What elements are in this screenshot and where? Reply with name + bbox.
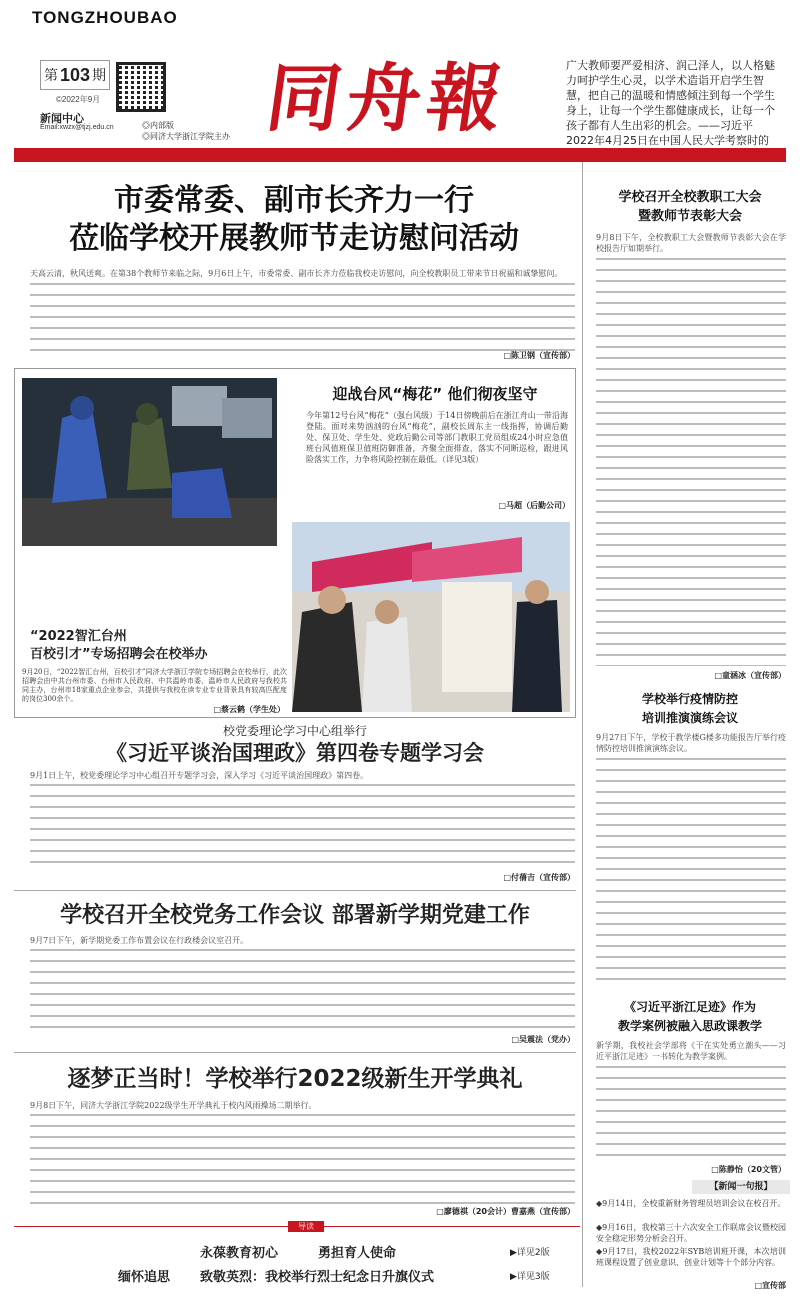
study-byline: □付蒨吉（宣传部）	[503, 873, 575, 882]
column-divider	[582, 162, 583, 1287]
staff-meeting-byline: □童涵冰（宣传部）	[714, 671, 786, 680]
recruit-headline	[30, 628, 208, 664]
footprint-byline: □陈静怡（20文管）	[711, 1165, 786, 1174]
recruit-byline: □蔡云鹤（学生处）	[213, 705, 285, 714]
brief-news-header: 【新闻一句报】	[692, 1180, 790, 1194]
typhoon-byline: □马超（后勤公司）	[498, 501, 570, 510]
issue-suffix: 期	[92, 67, 107, 83]
typhoon-headline: 迎战台风“梅花” 他们彻夜坚守	[332, 385, 538, 403]
edition-label: ◎内部版	[142, 121, 174, 130]
ceremony-body-text	[30, 1114, 575, 1206]
issue-number: 103	[59, 64, 91, 85]
recruit-text: 9月20日，“2022智汇台州，百校引才”同济大学浙江学院专场招聘会在校举行，此次招聘会由中共台州市委、台州市人民政府、中共温岭市委、温岭市人民政府与我校共同主办，台州市18家重点企业参会，共提供与我校在读专业专业背景具有较高匹配度的岗位300余个。	[22, 668, 287, 703]
party-intro: 9月7日下午，新学期党委工作布置会议在行政楼会议室召开。	[30, 936, 249, 945]
footprint-headline	[590, 998, 790, 1036]
header-red-bar	[14, 148, 786, 162]
job-fair-photo	[292, 522, 570, 712]
masthead-quote: 广大教师要严爱相济、润己泽人，以人格魅力呵护学生心灵，以学术造诣开启学生智慧，把自己的温暖和情感倾注到每一个学生身上，让每一个学生都健康成长，让每一个孩子都有人生出彩的机会。——习近平2022年4月25日在中国人民大学考察时的	[566, 59, 775, 147]
recruit-title-line2: 百校引才”专场招聘会在校举办	[30, 647, 208, 662]
section-rule	[14, 1052, 576, 1053]
staff-meeting-headline	[590, 188, 790, 226]
issue-prefix: 第	[43, 67, 58, 83]
photo-person-head	[375, 600, 399, 624]
lead-title-line2: 莅临学校开展教师节走访慰问活动	[69, 221, 519, 256]
photo-person-raincoat	[52, 408, 107, 503]
footprint-intro: 新学期，我校社会学部将《干在实处勇立潮头——习近平浙江足迹》一书转化为教学案例。	[596, 1041, 786, 1061]
staff-meeting-body-text	[596, 258, 786, 666]
qr-code-icon	[116, 62, 166, 112]
job-fair-graphic	[292, 522, 570, 712]
study-kicker: 校党委理论学习中心组举行	[222, 724, 367, 738]
guide-item2-part2[interactable]: 致敬英烈：我校举行烈士纪念日升旗仪式	[200, 1270, 435, 1285]
guide-item1-part1[interactable]: 永葆教育初心	[200, 1246, 279, 1261]
guide-item2-part1[interactable]: 缅怀追思	[118, 1270, 171, 1285]
typhoon-text: 今年第12号台风“梅花”（强台风级）于14日傍晚前后在浙江舟山一带沿海登陆。面对来势汹汹的台风“梅花”，副校长周东主一线指挥，协调后勤处、保卫处、学生处、党政后勤公司等部门教职工党员组成24小时应急值班台风值班保卫值班防御准备，齐聚全面排查，落实不同断巡检，跟进风险落实工作，力争将风险控制在最低。（详见3版）	[306, 411, 568, 464]
party-body-text	[30, 949, 575, 1033]
lead-intro: 天高云清，秋风送爽。在第38个教师节来临之际，9月6日上午，市委常委、副市长齐力莅临我校走访慰问，向全校教职员工带来节日祝福和诚挚慰问。	[30, 269, 563, 278]
guide-item1-part2[interactable]: 勇担育人使命	[318, 1246, 397, 1261]
footprint-body-text	[596, 1066, 786, 1162]
typhoon-duty-photo	[22, 378, 277, 546]
epidemic-title1: 学校举行疫情防控	[641, 692, 738, 706]
ceremony-headline: 逐梦正当时！学校举行2022级新生开学典礼	[67, 1066, 523, 1092]
photo-ac-unit	[172, 386, 227, 426]
photo-person-head	[318, 586, 346, 614]
photo-person-raincoat	[172, 468, 232, 518]
study-intro: 9月1日上午，校党委理论学习中心组召开专题学习会，深入学习《习近平谈治国理政》第四卷。	[30, 771, 369, 780]
party-headline: 学校召开全校党务工作会议 部署新学期党建工作	[60, 903, 530, 928]
photo-person-raincoat	[127, 418, 172, 490]
brief-item-1: ◆9月14日，全校重新财务管理员培训会议在校召开。	[596, 1199, 786, 1208]
photo-person	[362, 617, 412, 712]
epidemic-title2: 培训推演演练会议	[641, 711, 738, 725]
brief-byline: □宣传部	[754, 1281, 786, 1290]
party-byline: □吴震法（党办）	[511, 1035, 575, 1044]
photo-ground	[22, 498, 277, 546]
newspaper-logo: 同舟報	[261, 56, 514, 142]
section-rule	[14, 890, 576, 891]
photo-ac-unit	[222, 398, 272, 438]
brief-item-2: ◆9月16日，我校第三十六次安全工作联席会议暨校园安全稳定形势分析会召开。	[596, 1223, 786, 1243]
issue-number-box	[40, 60, 110, 90]
lead-byline: □陈卫钢（宣传部）	[503, 351, 575, 360]
staff-meeting-title1: 学校召开全校教职工大会	[618, 190, 762, 205]
publisher-label: ◎同济大学浙江学院主办	[142, 132, 230, 141]
epidemic-drill-headline	[590, 690, 790, 728]
masthead-english-title: TONGZHOUBAO	[32, 8, 178, 27]
photo-poster-board	[442, 582, 512, 692]
study-body-text	[30, 784, 575, 872]
lead-body-text	[30, 283, 575, 351]
photo-person	[512, 600, 562, 712]
photo-person-head	[136, 403, 158, 425]
lead-title-line1: 市委常委、副市长齐力一行	[114, 183, 474, 218]
staff-meeting-title2: 暨教师节表彰大会	[637, 209, 742, 224]
news-center-label: 新闻中心	[40, 113, 84, 125]
epidemic-body-text	[596, 758, 786, 980]
footprint-title1: 《习近平浙江足迹》作为	[623, 1000, 756, 1014]
guide-label: 导读	[288, 1221, 324, 1232]
guide-item1-page[interactable]: ▶详见2版	[510, 1248, 550, 1258]
recruit-title-line1: “2022智汇台州	[30, 629, 127, 644]
lead-headline	[14, 182, 574, 258]
study-headline: 《习近平谈治国理政》第四卷专题学习会	[106, 740, 484, 765]
ceremony-intro: 9月8日下午，同济大学浙江学院2022级学生开学典礼于校内风雨操场二期举行。	[30, 1101, 317, 1110]
photo-person-head	[525, 580, 549, 604]
photo-person	[292, 602, 362, 712]
publication-meta	[142, 120, 230, 142]
contact-email: Email:xwzx@tjzj.edu.cn	[40, 124, 114, 131]
footprint-title2: 教学案例被融入思政课教学	[617, 1019, 762, 1033]
ceremony-byline: □廖德祺（20会计）曹嘉燕（宣传部）	[436, 1207, 575, 1216]
typhoon-photo-graphic	[22, 378, 277, 546]
photo-person-head	[70, 396, 94, 420]
epidemic-intro: 9月27日下午，学校于教学楼G楼多功能报告厅举行疫情防控培训推演演练会议。	[596, 733, 786, 753]
guide-item2-page[interactable]: ▶详见3版	[510, 1272, 550, 1282]
issue-date: ©2022年9月	[56, 95, 101, 104]
staff-meeting-intro: 9月8日下午，全校教职工大会暨教师节表彰大会在学校报告厅如期举行。	[596, 233, 786, 253]
brief-item-3: ◆9月17日，我校2022年SYB培训班开课，本次培训班课程设置了创业意识、创业计划等十个部分内容。	[596, 1247, 786, 1267]
